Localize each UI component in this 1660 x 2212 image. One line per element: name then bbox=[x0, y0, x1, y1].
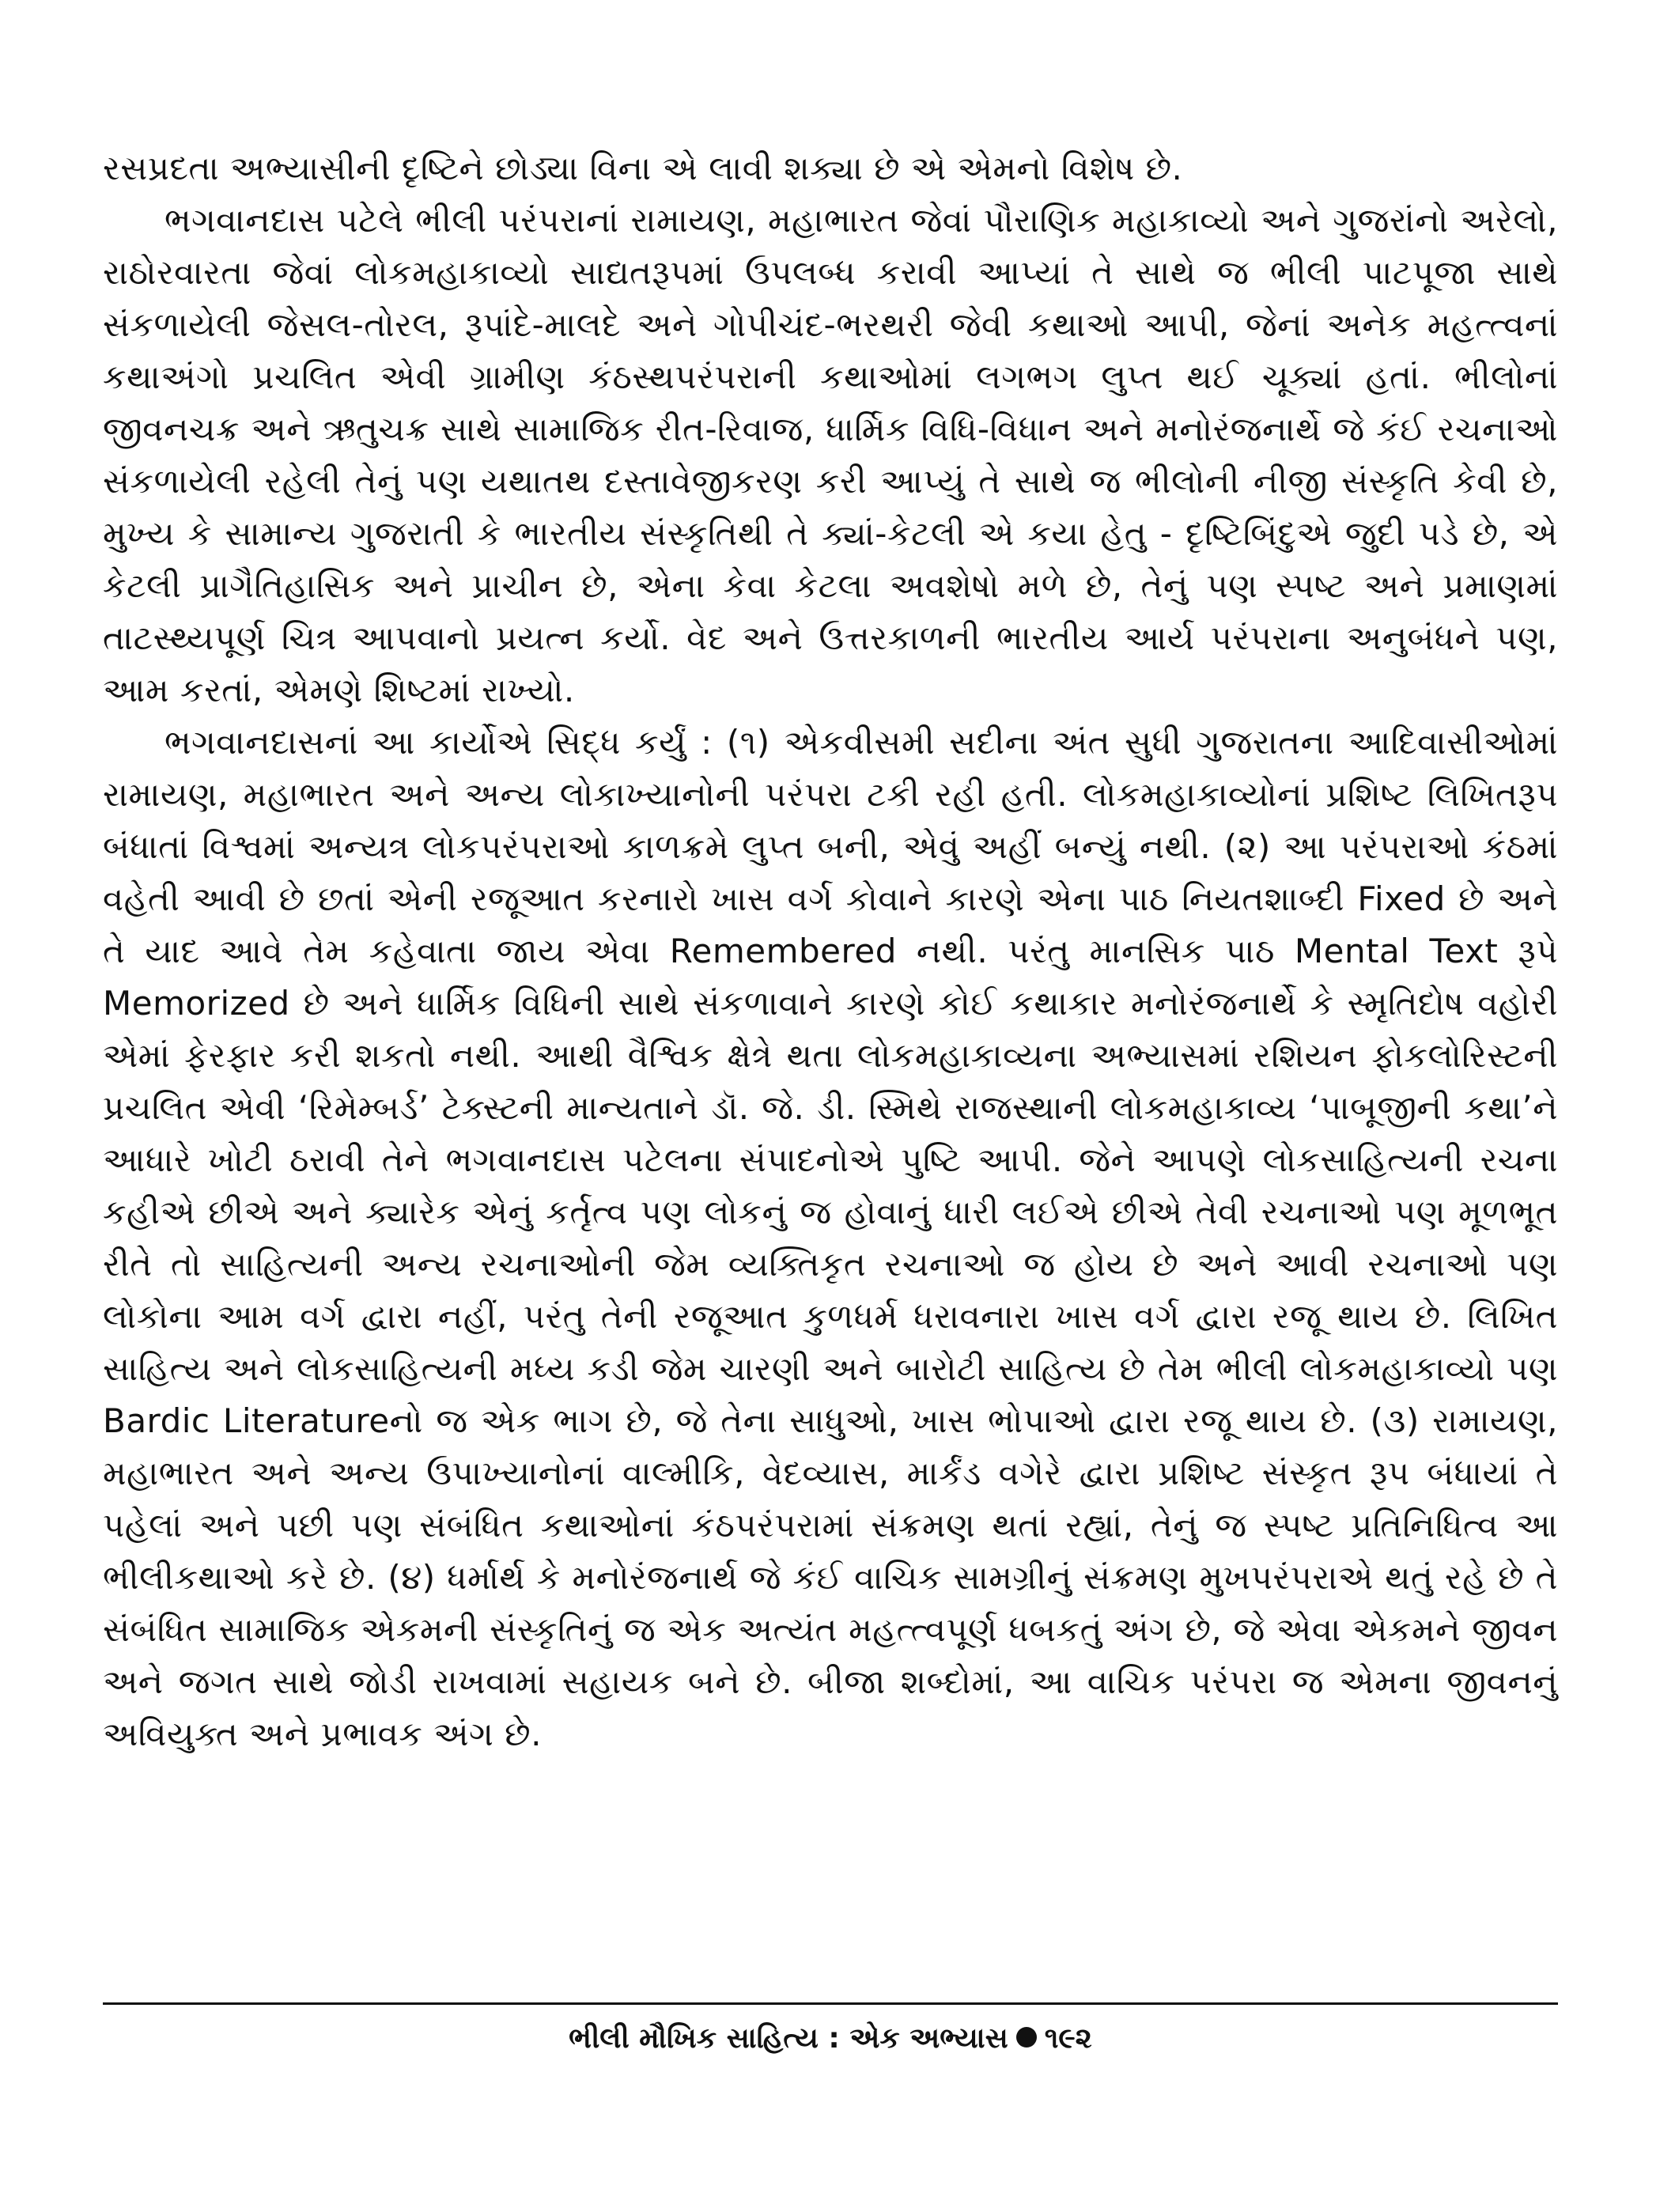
page-footer bbox=[103, 2018, 1558, 2059]
footer-divider bbox=[103, 2002, 1558, 2005]
paragraph-achievements: ભગવાનદાસનાં આ કાર્યોએ સિદ્ધ કર્યું : (૧) એકવીસમી સદીના અંત સુધી ગુજરાતના આદિવાસીઓમાં રામાયણ, મહાભારત અને અન્ય લોકાખ્યાનોની પરંપરા ટકી રહી હતી. લોકમહાકાવ્યોનાં પ્રશિષ્ટ લિખિતરૂપ બંધાતાં વિશ્વમાં અન્યત્ર લોકપરંપરાઓ કાળક્રમે લુપ્ત બની, એવું અહીં બન્યું નથી. (૨) આ પરંપરાઓ કંઠમાં વહેતી આવી છે છતાં એની રજૂઆત કરનારો ખાસ વર્ગ કોવાને કારણે એના પાઠ નિયતશાબ્દી Fixed છે અને તે યાદ આવે તેમ કહેવાતા જાય એવા Remembered નથી. પરંતુ માનસિક પાઠ Mental Text રૂપે Memorized છે અને ધાર્મિક વિધિની સાથે સંકળાવાને કારણે કોઈ કથાકાર મનોરંજનાર્થે કે સ્મૃતિદોષ વહોરી એમાં ફેરફાર કરી શકતો નથી. આથી વૈશ્વિક ક્ષેત્રે થતા લોકમહાકાવ્યના અભ્યાસમાં રશિયન ફોકલોરિસ્ટની પ્રચલિત એવી ‘રિમેમ્બર્ડ’ ટેક્સ્ટની માન્યતાને ડૉ. જે. ડી. સ્મિથે રાજસ્થાની લોકમહાકાવ્ય ‘પાબૂજીની કથા’ને આધારે ખોટી ઠરાવી તેને ભગવાનદાસ પટેલના સંપાદનોએ પુષ્ટિ આપી. જેને આપણે લોકસાહિત્યની રચના કહીએ છીએ અને ક્યારેક એનું કર્તૃત્વ પણ લોકનું જ હોવાનું ધારી લઈએ છીએ તેવી રચનાઓ પણ મૂળભૂત રીતે તો સાહિત્યની અન્ય રચનાઓની જેમ વ્યક્તિકૃત રચનાઓ જ હોય છે અને આવી રચનાઓ પણ લોકોના આમ વર્ગ દ્વારા નહીં, પરંતુ તેની રજૂઆત કુળધર્મ ધરાવનારા ખાસ વર્ગ દ્વારા રજૂ થાય છે. લિખિત સાહિત્ય અને લોકસાહિત્યની મધ્ય કડી જેમ ચારણી અને બારોટી સાહિત્ય છે તેમ ભીલી લોકમહાકાવ્યો પણ Bardic Literatureનો જ એક ભાગ છે, જે તેના સાધુઓ, ખાસ ભોપાઓ દ્વારા રજૂ થાય છે. (૩) રામાયણ, મહાભારત અને અન્ય ઉપાખ્યાનોનાં વાલ્મીકિ, વેદવ્યાસ, માર્કંડ વગેરે દ્વારા પ્રશિષ્ટ સંસ્કૃત રૂપ બંધાયાં તે પહેલાં અને પછી પણ સંબંધિત કથાઓનાં કંઠપરંપરામાં સંક્રમણ થતાં રહ્યાં, તેનું જ સ્પષ્ટ પ્રતિનિધિત્વ આ ભીલીકથાઓ કરે છે. (૪) ધર્માર્થ કે મનોરંજનાર્થ જે કંઈ વાચિક સામગ્રીનું સંક્રમણ મુખપરંપરાએ થતું રહે છે તે સંબંધિત સામાજિક એકમની સંસ્કૃતિનું જ એક અત્યંત મહત્ત્વપૂર્ણ ધબકતું અંગ છે, જે એવા એકમને જીવન અને જગત સાથે જોડી રાખવામાં સહાયક બને છે. બીજા શબ્દોમાં, આ વાચિક પરંપરા જ એમના જીવનનું અવિયુક્ત અને પ્રભાવક અંગ છે. bbox=[103, 723, 1558, 1753]
bullet-icon bbox=[1016, 2027, 1037, 2048]
page-number: ૧૯૨ bbox=[1044, 2022, 1092, 2055]
paragraph-bhagwandas-works: ભગવાનદાસ પટેલે ભીલી પરંપરાનાં રામાયણ, મહાભારત જેવાં પૌરાણિક મહાકાવ્યો અને ગુજરાંનો અરેલો, રાઠોરવારતા જેવાં લોકમહાકાવ્યો સાદ્યતરૂપમાં ઉપલબ્ધ કરાવી આપ્યાં તે સાથે જ ભીલી પાટપૂજા સાથે સંકળાયેલી જેસલ-તોરલ, રૂપાંદે-માલદે અને ગોપીચંદ-ભરથરી જેવી કથાઓ આપી, જેનાં અનેક મહત્ત્વનાં કથાઅંગો પ્રચલિત એવી ગ્રામીણ કંઠસ્થપરંપરાની કથાઓમાં લગભગ લુપ્ત થઈ ચૂક્યાં હતાં. ભીલોનાં જીવનચક્ર અને ઋતુચક્ર સાથે સામાજિક રીત-રિવાજ, ધાર્મિક વિધિ-વિધાન અને મનોરંજનાર્થે જે કંઈ રચનાઓ સંકળાયેલી રહેલી તેનું પણ યથાતથ દસ્તાવેજીકરણ કરી આપ્યું તે સાથે જ ભીલોની નીજી સંસ્કૃતિ કેવી છે, મુખ્ય કે સામાન્ય ગુજરાતી કે ભારતીય સંસ્કૃતિથી તે ક્યાં-કેટલી એ કયા હેતુ - દૃષ્ટિબિંદુએ જુદી પડે છે, એ કેટલી પ્રાગૈતિહાસિક અને પ્રાચીન છે, એના કેવા કેટલા અવશેષો મળે છે, તેનું પણ સ્પષ્ટ અને પ્રમાણમાં તાટસ્થ્યપૂર્ણ ચિત્ર આપવાનો પ્રયત્ન કર્યો. વેદ અને ઉત્તરકાળની ભારતીય આર્ય પરંપરાના અનુબંધને પણ, આમ કરતાં, એમણે શિષ્ટમાં રાખ્યો. bbox=[103, 201, 1558, 709]
page-body bbox=[103, 142, 1558, 2167]
footer-book-title: ભીલી મૌખિક સાહિત્ય : એક અભ્યાસ bbox=[569, 2022, 1008, 2055]
paragraph-continued: રસપ્રદતા અભ્યાસીની દૃષ્ટિને છોડ્યા વિના એ લાવી શક્યા છે એ એમનો વિશેષ છે. bbox=[103, 149, 1183, 187]
